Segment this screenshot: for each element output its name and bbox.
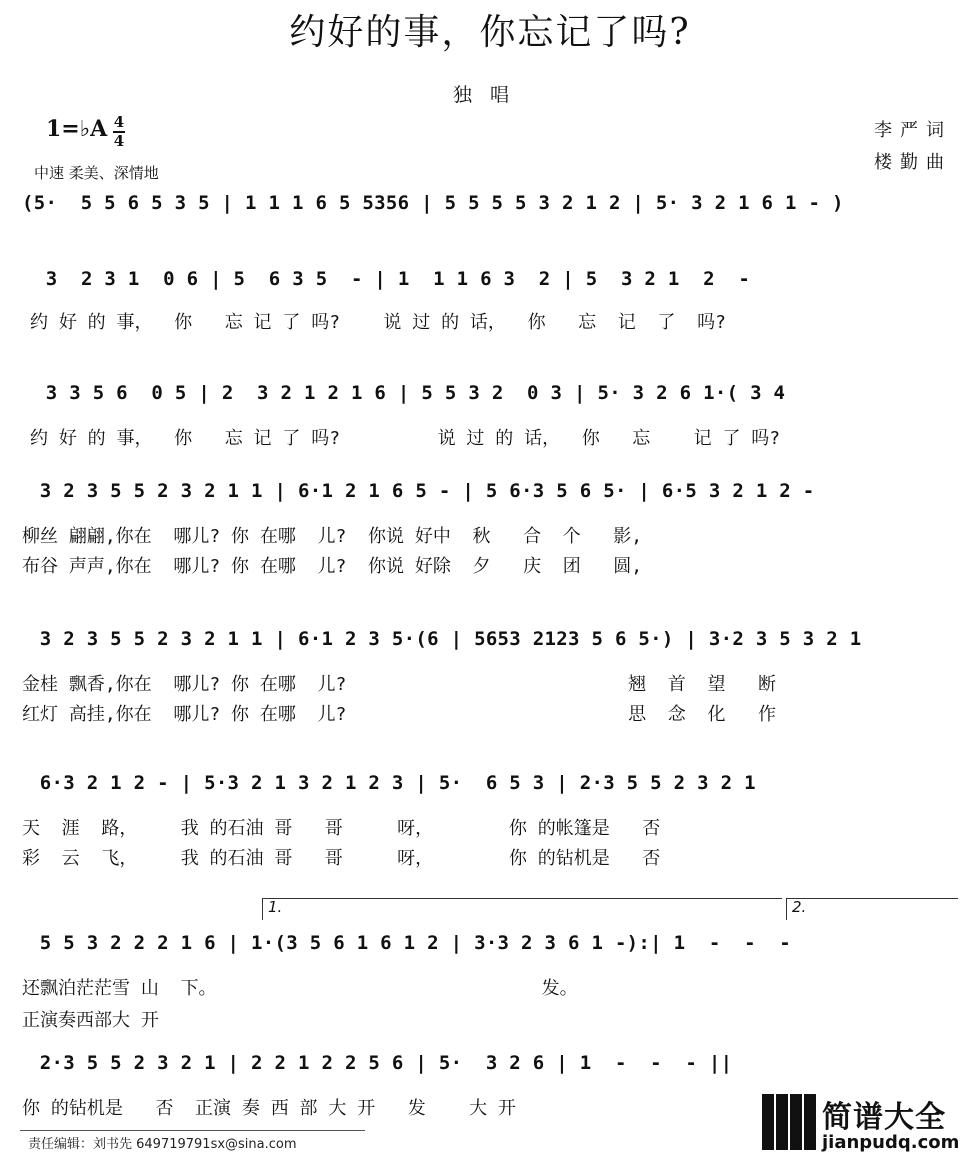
song-title: 约好的事，你忘记了吗? <box>289 12 691 53</box>
lyrics-row-3-verse-1: 约 好 的 事， 你 忘 记 了 吗? 说 过 的 话， 你 忘 记 了 吗? <box>30 428 781 449</box>
performance-type: 独唱 <box>452 84 527 106</box>
key-signature: 1=♭A <box>46 116 108 142</box>
volta-2-left <box>786 898 787 920</box>
notes-row-6: 6·3 2 1 2 - | 5·3 2 1 3 2 1 2 3 | 5· 6 5 3 | 2·3 5 5 2 3 2 1 <box>28 772 756 794</box>
notes-row-1: (5· 5 5 6 5 3 5 | 1 1 1 6 5 5356 | 5 5 5 5 3 2 1 2 | 5· 3 2 1 6 1 - ) <box>22 192 844 214</box>
lyrics-row-4-verse-1: 柳丝 翩翩,你在 哪儿? 你 在哪 儿? 你说 好中 秋 合 个 影, <box>22 526 643 547</box>
notes-row-3: 3 3 5 6 0 5 | 2 3 2 1 2 1 6 | 5 5 3 2 0 3 | 5· 3 2 6 1·( 3 4 <box>34 382 786 404</box>
volta-1-bracket <box>262 898 782 899</box>
lyricist-credit: 李严词 <box>874 120 952 141</box>
volta-2-label: 2. <box>792 898 807 916</box>
lyrics-row-5-verse-1: 金桂 飘香,你在 哪儿? 你 在哪 儿? 翘 首 望 断 <box>22 674 776 695</box>
lyrics-row-4-verse-2: 布谷 声声,你在 哪儿? 你 在哪 儿? 你说 好除 夕 庆 团 圆, <box>22 556 643 577</box>
editor-credit: 责任编辑：刘书先 649719791sx@sina.com <box>28 1137 297 1152</box>
notes-row-7: 5 5 3 2 2 2 1 6 | 1·(3 5 6 1 6 1 2 | 3·3 2 3 6 1 -):| 1 - - - <box>28 932 792 954</box>
time-signature <box>113 114 125 150</box>
volta-1-left <box>262 898 263 920</box>
time-signature-bottom: 4 <box>113 132 125 150</box>
volta-2-bracket <box>786 898 958 899</box>
lyrics-row-6-verse-1: 天 涯 路， 我 的石油 哥 哥 呀， 你 的帐篷是 否 <box>22 818 661 839</box>
notes-row-4: 3 2 3 5 5 2 3 2 1 1 | 6·1 2 1 6 5 - | 5 6·3 5 6 5· | 6·5 3 2 1 2 - <box>28 480 815 502</box>
volta-1-label: 1. <box>268 898 283 916</box>
lyrics-row-5-verse-2: 红灯 高挂,你在 哪儿? 你 在哪 儿? 思 念 化 作 <box>22 704 776 725</box>
logo-url-text: jianpudq.com <box>822 1132 960 1153</box>
logo-brand-text: 简谱大全 <box>822 1100 946 1135</box>
notes-row-5: 3 2 3 5 5 2 3 2 1 1 | 6·1 2 3 5·(6 | 5653 2123 5 6 5·) | 3·2 3 5 3 2 1 <box>28 628 862 650</box>
notes-row-8: 2·3 5 5 2 3 2 1 | 2 2 1 2 2 5 6 | 5· 3 2 6 | 1 - - - || <box>28 1052 733 1074</box>
tempo-marking: 中速 柔美、深情地 <box>34 164 159 182</box>
site-logo <box>762 1092 972 1158</box>
lyrics-row-6-verse-2: 彩 云 飞， 我 的石油 哥 哥 呀， 你 的钻机是 否 <box>22 848 661 869</box>
lyrics-row-7-verse-1: 还飘泊茫茫雪 山 下。 发。 <box>22 978 578 999</box>
lyrics-row-7-verse-2: 正演奏西部大 开 <box>22 1010 159 1031</box>
lyrics-row-8-verse-1: 你 的钻机是 否 正演 奏 西 部 大 开 发 大 开 <box>22 1098 516 1119</box>
piano-keys-icon <box>762 1094 816 1150</box>
notes-row-2: 3 2 3 1 0 6 | 5 6 3 5 - | 1 1 1 6 3 2 | 5 3 2 1 2 - <box>34 268 751 290</box>
time-signature-top: 4 <box>113 113 125 131</box>
composer-credit: 楼勤曲 <box>874 152 952 173</box>
lyrics-row-2-verse-1: 约 好 的 事， 你 忘 记 了 吗? 说 过 的 话， 你 忘 记 了 吗? <box>30 312 726 333</box>
footer-rule <box>20 1130 365 1131</box>
